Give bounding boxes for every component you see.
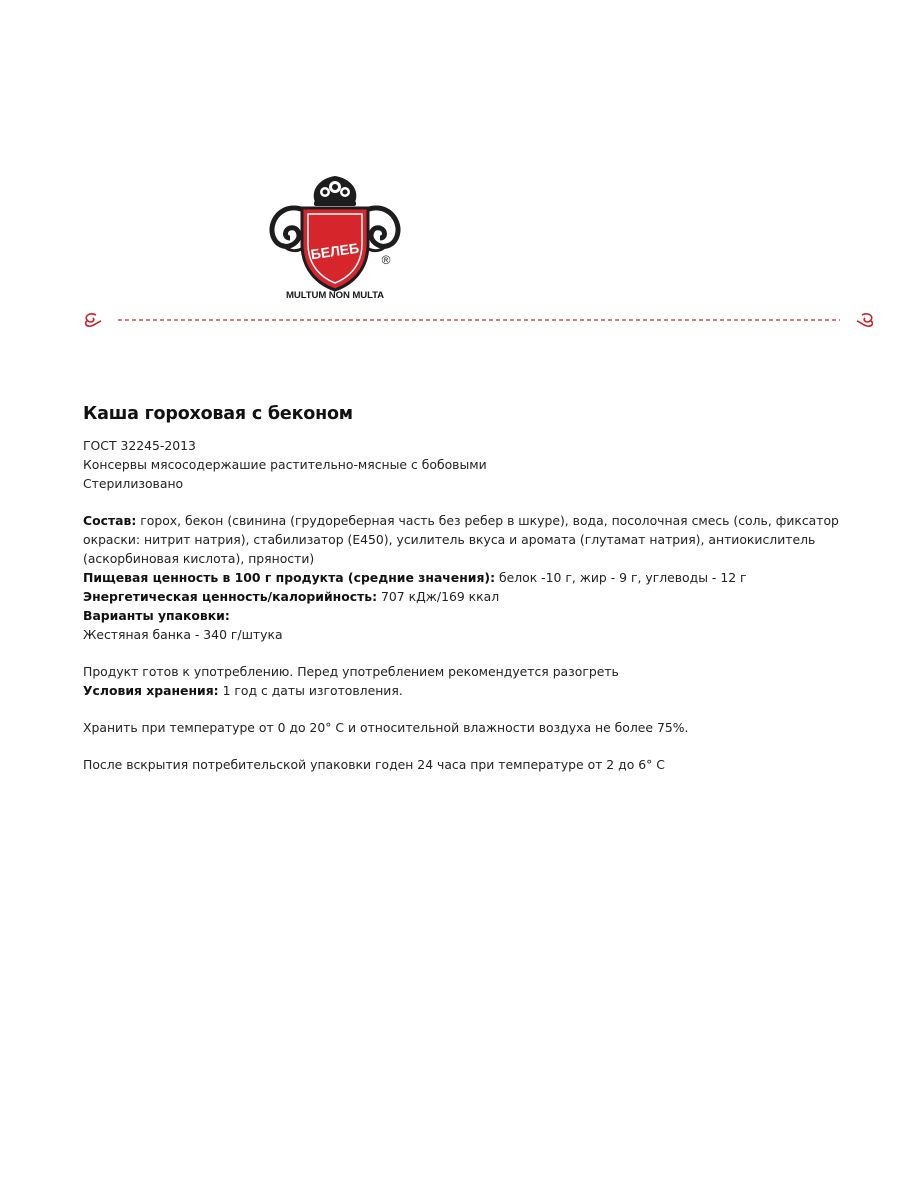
divider-flourish-left-icon <box>86 314 101 326</box>
composition-label: Состав: <box>83 513 137 528</box>
divider-flourish-right-icon <box>857 314 872 326</box>
nutrition <box>83 568 873 587</box>
product-description <box>83 402 873 774</box>
storage-text: 1 год с даты изготовления. <box>218 683 403 698</box>
energy <box>83 587 873 606</box>
product-title: Каша гороховая с беконом <box>83 404 353 424</box>
storage-label: Условия хранения: <box>83 683 219 698</box>
logo-wordmark: БЕЛЕБ <box>309 239 361 263</box>
processing-method: Стерилизовано <box>83 476 184 491</box>
energy-text: 707 кДж/169 ккал <box>377 589 500 604</box>
packaging-label: Варианты упаковки: <box>83 608 230 623</box>
gost-standard: ГОСТ 32245-2013 <box>83 438 196 453</box>
nutrition-label: Пищевая ценность в 100 г продукта (средние значения): <box>83 570 496 585</box>
brand-logo <box>268 172 402 304</box>
storage <box>83 681 873 700</box>
composition <box>83 511 873 568</box>
energy-label: Энергетическая ценность/калорийность: <box>83 589 378 604</box>
after-opening-note: После вскрытия потребительской упаковки годен 24 часа при температуре от 2 до 6° С <box>83 757 665 772</box>
brand-emblem <box>268 172 402 304</box>
nutrition-text: белок -10 г, жир - 9 г, углеводы - 12 г <box>495 570 747 585</box>
registered-mark: ® <box>381 253 391 267</box>
composition-text: горох, бекон (свинина (грудореберная часть без ребер в шкуре), вода, посолочная смесь (соль, фиксатор окраски: нитрит натрия), стабилизатор (Е450), усилитель вкуса и аромата (глутамат натрия), антиокислитель (аскорбиновая кислота), пряности) <box>83 513 839 566</box>
temperature-note: Хранить при температуре от 0 до 20° С и относительной влажности воздуха не более 75%. <box>83 720 689 735</box>
ready-note: Продукт готов к употреблению. Перед употреблением рекомендуется разогреть <box>83 664 619 679</box>
packaging-text: Жестяная банка - 340 г/штука <box>83 627 283 642</box>
product-category: Консервы мясосодержашие растительно-мясные с бобовыми <box>83 457 487 472</box>
brand-tagline: MULTUM NON MULTA <box>285 290 385 301</box>
ornamental-divider <box>82 309 876 329</box>
